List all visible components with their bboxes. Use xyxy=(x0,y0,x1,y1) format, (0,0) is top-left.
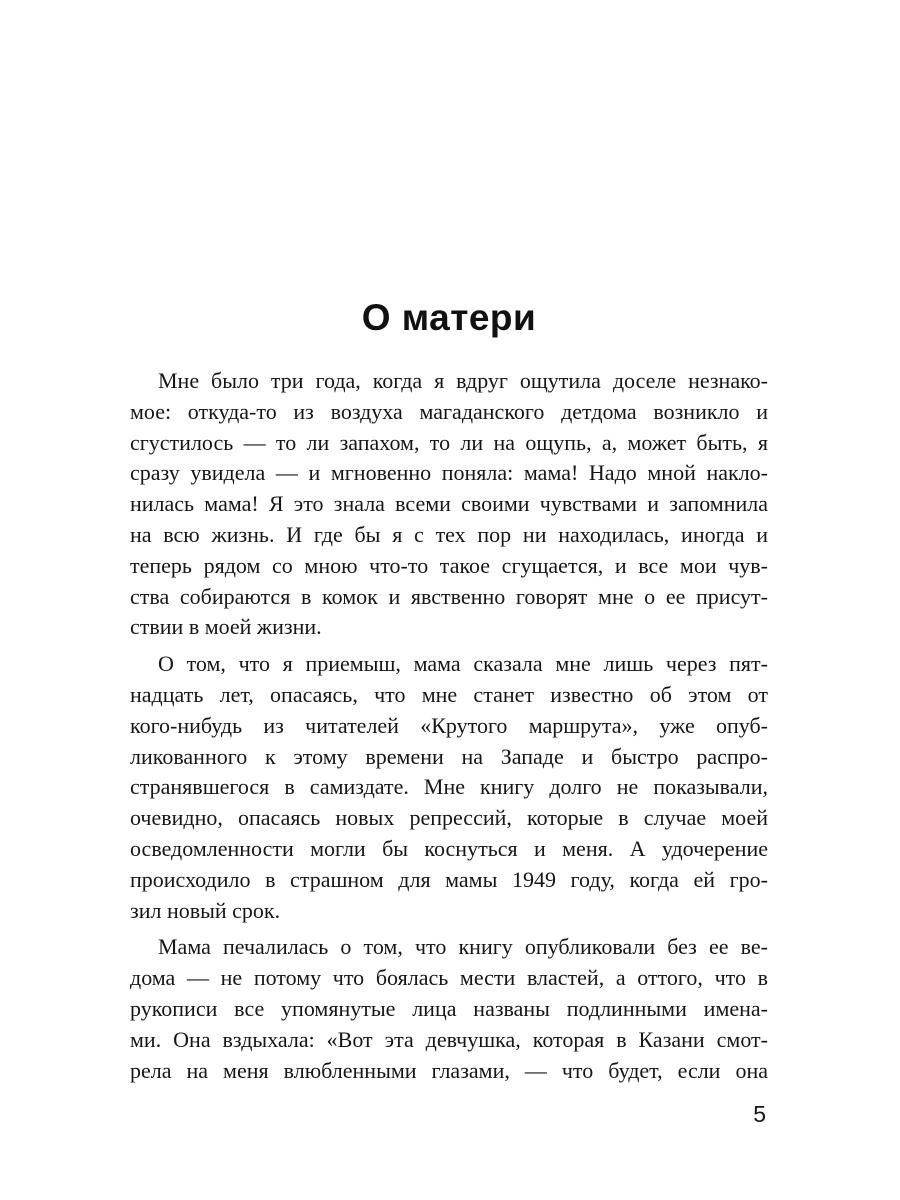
text-line: сгустилось — то ли запахом, то ли на ощупь, а, может быть, я xyxy=(130,429,768,455)
text-line: происходило в страшном для мамы 1949 году, когда ей гро- xyxy=(130,866,768,892)
text-line: ми. Она вздыхала: «Вот эта девчушка, которая в Казани смот- xyxy=(130,1026,768,1052)
text-line: рукописи все упомянутые лица названы подлинными имена- xyxy=(130,995,768,1021)
body-text xyxy=(130,366,768,1092)
text-line: дома — не потому что боялась мести властей, а оттого, что в xyxy=(130,965,768,991)
text-line: очевидно, опасаясь новых репрессий, которые в случае моей xyxy=(130,805,768,831)
text-line: ликованного к этому времени на Западе и быстро распро- xyxy=(130,743,768,769)
chapter-title: О матери xyxy=(361,297,537,338)
text-line: осведомленности могли бы коснуться и меня. А удочерение xyxy=(130,835,768,861)
paragraph xyxy=(130,366,768,643)
paragraph xyxy=(130,649,768,926)
text-line: Мне было три года, когда я вдруг ощутила доселе незнако- xyxy=(158,368,768,393)
text-line: теперь рядом со мною что-то такое сгущается, и все мои чув- xyxy=(130,552,768,578)
text-line: Мама печалилась о том, что книгу опубликовали без ее ве- xyxy=(158,934,768,960)
text-line: зил новый срок. xyxy=(130,897,281,923)
text-line: О том, что я приемыш, мама сказала мне лишь через пят- xyxy=(158,651,768,677)
text-line: кого-нибудь из читателей «Крутого маршрута», уже опуб- xyxy=(130,712,768,738)
text-line: сразу увидела — и мгновенно поняла: мама! Надо мной накло- xyxy=(130,460,768,486)
text-line: надцать лет, опасаясь, что мне станет известно об этом от xyxy=(130,681,768,707)
paragraph xyxy=(130,932,768,1086)
page-number: 5 xyxy=(753,1101,766,1127)
text-line: странявшегося в самиздате. Мне книгу долго не показывали, xyxy=(130,774,768,800)
text-line: на всю жизнь. И где бы я с тех пор ни находилась, иногда и xyxy=(130,521,768,547)
text-line: ствии в моей жизни. xyxy=(130,614,322,640)
text-line: мое: откуда-то из воздуха магаданского детдома возникло и xyxy=(130,398,768,424)
text-line: рела на меня влюбленными глазами, — что будет, если она xyxy=(130,1057,768,1083)
text-line: ства собираются в комок и явственно говорят мне о ее присут- xyxy=(130,583,768,609)
text-line: нилась мама! Я это знала всеми своими чувствами и запомнила xyxy=(130,491,768,517)
